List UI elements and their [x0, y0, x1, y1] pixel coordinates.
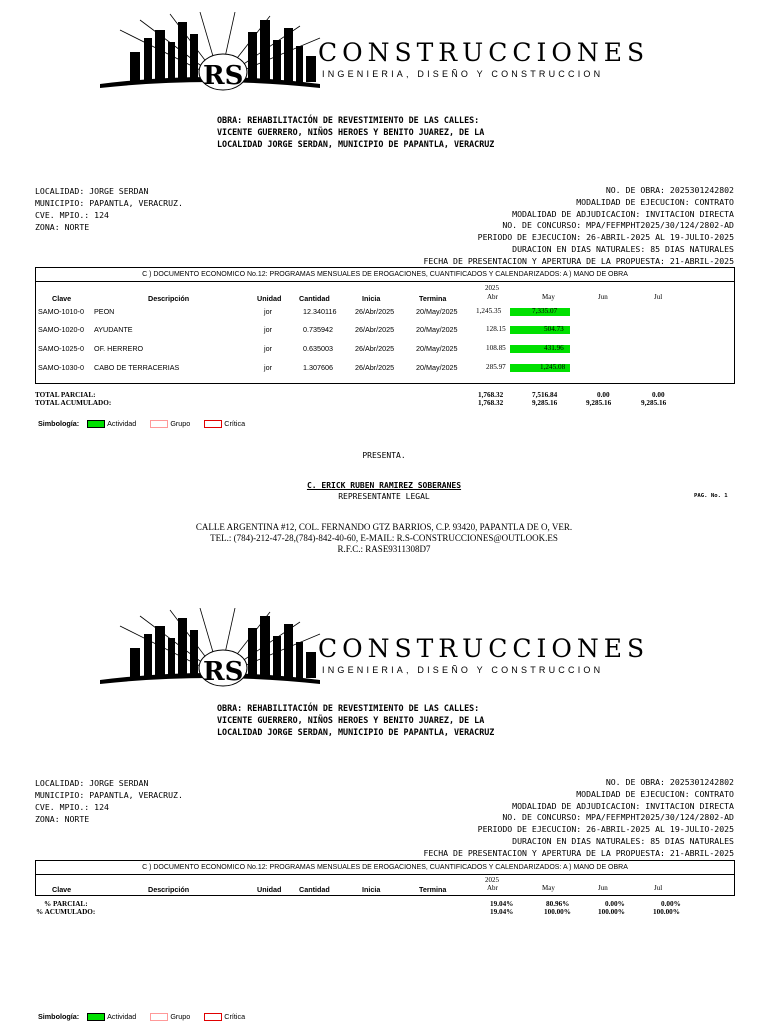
total-value: 1,768.32 — [478, 399, 504, 407]
pct-value: 100.00% — [598, 908, 625, 916]
info-line: DURACION EN DIAS NATURALES: 85 DIAS NATURALES — [512, 243, 734, 254]
col-cantidad: Cantidad — [299, 294, 330, 303]
cell-descripcion: CABO DE TERRACERIAS — [94, 363, 180, 372]
cell-unidad: jor — [264, 325, 272, 334]
legend-grupo: Grupo — [170, 419, 191, 428]
pct-value: 19.04% — [490, 900, 514, 908]
info-line: NO. DE CONCURSO: MPA/FEFMPHT2025/30/124/2802-AD — [502, 220, 734, 231]
total-label: TOTAL PARCIAL: — [35, 391, 96, 399]
legend — [38, 419, 245, 428]
cell-unidad: jor — [264, 344, 272, 353]
info-line: ZONA: NORTE — [35, 814, 90, 824]
obra-description — [217, 702, 547, 738]
col-unidad: Unidad — [257, 294, 282, 303]
cell-abr: 108.85 — [486, 344, 506, 352]
legend-label: Simbología: — [38, 1012, 80, 1021]
pct-label: % ACUMULADO: — [36, 908, 96, 916]
total-value: 0.00 — [652, 391, 665, 399]
month-header: Abr — [487, 884, 498, 892]
total-value: 9,285.16 — [532, 399, 558, 407]
address-line: TEL.: (784)-212-47-28,(784)-842-40-60, E-MAIL: R.S-CONSTRUCCIONES@OUTLOOK.ES — [210, 533, 558, 543]
col-clave: Clave — [52, 885, 72, 894]
pct-value: 100.00% — [653, 908, 680, 916]
pct-value: 80.96% — [546, 900, 570, 908]
cell-clave: SAMO-1020-0 — [38, 325, 84, 334]
cell-termina: 20/May/2025 — [416, 307, 458, 316]
info-line: PERIODO DE EJECUCION: 26-ABRIL-2025 AL 19-JULIO-2025 — [477, 824, 734, 835]
col-clave: Clave — [52, 294, 72, 303]
legend-label: Simbología: — [38, 419, 80, 428]
year-header: 2025 — [485, 284, 499, 292]
obra-line: LOCALIDAD JORGE SERDAN, MUNICIPIO DE PAPANTLA, VERACRUZ — [217, 727, 495, 737]
cell-inicia: 26/Abr/2025 — [355, 307, 395, 316]
info-line: MODALIDAD DE EJECUCION: CONTRATO — [576, 196, 734, 207]
address-block — [0, 522, 768, 555]
year-header: 2025 — [485, 876, 499, 884]
table-title: C ) DOCUMENTO ECONOMICO No.12: PROGRAMAS MENSUALES DE EROGACIONES, CUANTIFICADOS Y CALENDARIZADOS: A ) MANO DE OBRA — [36, 861, 734, 875]
info-line: MODALIDAD DE EJECUCION: CONTRATO — [576, 788, 734, 799]
month-header: Jul — [654, 293, 663, 301]
total-value: 9,285.16 — [641, 399, 667, 407]
cell-abr: 1,245.35 — [476, 307, 502, 315]
brand-tagline: INGENIERIA, DISEÑO Y CONSTRUCCION — [322, 665, 604, 675]
legend-actividad: Actividad — [107, 1012, 137, 1021]
info-line: PERIODO DE EJECUCION: 26-ABRIL-2025 AL 19-JULIO-2025 — [477, 232, 734, 243]
cell-may: 7,335.07 — [532, 307, 558, 315]
legend-critica: Crítica — [224, 1012, 246, 1021]
legend-critica: Crítica — [224, 419, 246, 428]
cell-inicia: 26/Abr/2025 — [355, 344, 395, 353]
total-value: 7,516.84 — [532, 391, 558, 399]
legend-swatch-actividad — [87, 1013, 105, 1021]
info-line: DURACION EN DIAS NATURALES: 85 DIAS NATURALES — [512, 835, 734, 846]
legend-grupo: Grupo — [170, 1012, 191, 1021]
cell-unidad: jor — [264, 363, 272, 372]
info-line: FECHA DE PRESENTACION Y APERTURA DE LA PROPUESTA: 21-ABRIL-2025 — [423, 847, 734, 858]
cell-descripcion: OF. HERRERO — [94, 344, 144, 353]
address-line: R.F.C.: RASE9311308D7 — [337, 544, 431, 554]
col-inicia: Inicia — [362, 294, 381, 303]
info-line: LOCALIDAD: JORGE SERDAN — [35, 186, 149, 196]
pct-value: 100.00% — [544, 908, 571, 916]
info-line: CVE. MPIO.: 124 — [35, 210, 109, 220]
cell-descripcion: PEON — [94, 307, 115, 316]
presenta-label: PRESENTA. — [362, 451, 406, 460]
info-line: ZONA: NORTE — [35, 222, 90, 232]
pct-value: 19.04% — [490, 908, 514, 916]
info-line: MODALIDAD DE ADJUDICACION: INVITACION DIRECTA — [512, 208, 734, 219]
col-descripcion: Descripción — [148, 294, 190, 303]
pct-label: % PARCIAL: — [44, 900, 88, 908]
address-line: CALLE ARGENTINA #12, COL. FERNANDO GTZ BARRIOS, C.P. 93420, PAPANTLA DE O, VER. — [195, 522, 573, 532]
total-value: 9,285.16 — [586, 399, 612, 407]
table-title: C ) DOCUMENTO ECONOMICO No.12: PROGRAMAS MENSUALES DE EROGACIONES, CUANTIFICADOS Y CALENDARIZADOS: A ) MANO DE OBRA — [36, 268, 734, 282]
legend-swatch-critica — [204, 420, 222, 428]
col-unidad: Unidad — [257, 885, 282, 894]
cell-may: 1,245.08 — [540, 363, 566, 371]
legend-swatch-critica — [204, 1013, 222, 1021]
contract-info — [423, 777, 734, 860]
col-termina: Termina — [419, 885, 447, 894]
location-info — [35, 777, 183, 825]
month-header: Jun — [598, 884, 608, 892]
signer-name: C. ERICK RUBEN RAMIREZ SOBERANES — [306, 481, 462, 490]
col-cantidad: Cantidad — [299, 885, 330, 894]
total-label: TOTAL ACUMULADO: — [35, 399, 112, 407]
legend-swatch-grupo — [150, 1013, 168, 1021]
month-header: May — [542, 293, 555, 301]
info-line: NO. DE OBRA: 2025301242802 — [605, 185, 734, 195]
page-number: PAG. No. 1 — [694, 493, 728, 499]
info-line: CVE. MPIO.: 124 — [35, 802, 109, 812]
cell-termina: 20/May/2025 — [416, 363, 458, 372]
schedule-table — [35, 860, 735, 896]
col-descripcion: Descripción — [148, 885, 190, 894]
cell-clave: SAMO-1030-0 — [38, 363, 84, 372]
signer-role: REPRESENTANTE LEGAL — [338, 492, 430, 501]
cell-descripcion: AYUDANTE — [94, 325, 133, 334]
col-termina: Termina — [419, 294, 447, 303]
brand-name: CONSTRUCCIONES — [318, 634, 650, 663]
col-inicia: Inicia — [362, 885, 381, 894]
brand-name: CONSTRUCCIONES — [318, 38, 650, 67]
obra-line: VICENTE GUERRERO, NIÑOS HEROES Y BENITO JUAREZ, DE LA — [217, 715, 485, 725]
info-line: MUNICIPIO: PAPANTLA, VERACRUZ. — [35, 790, 183, 800]
cell-clave: SAMO-1025-0 — [38, 344, 84, 353]
pct-value: 0.00% — [661, 900, 681, 908]
total-value: 0.00 — [597, 391, 610, 399]
logo-mark: RS — [203, 657, 244, 687]
cell-abr: 128.15 — [486, 325, 506, 333]
month-header: May — [542, 884, 555, 892]
info-line: MUNICIPIO: PAPANTLA, VERACRUZ. — [35, 198, 183, 208]
month-header: Jul — [654, 884, 663, 892]
cell-termina: 20/May/2025 — [416, 325, 458, 334]
obra-line: OBRA: REHABILITACIÓN DE REVESTIMIENTO DE LAS CALLES: — [217, 703, 480, 713]
cell-clave: SAMO-1010-0 — [38, 307, 84, 316]
obra-line: LOCALIDAD JORGE SERDAN, MUNICIPIO DE PAPANTLA, VERACRUZ — [217, 139, 495, 149]
legend-swatch-grupo — [150, 420, 168, 428]
info-line: MODALIDAD DE ADJUDICACION: INVITACION DIRECTA — [512, 800, 734, 811]
legend — [38, 1012, 245, 1021]
info-line: NO. DE CONCURSO: MPA/FEFMPHT2025/30/124/2802-AD — [502, 812, 734, 823]
legend-actividad: Actividad — [107, 419, 137, 428]
cell-cantidad: 1.307606 — [303, 363, 333, 372]
obra-description — [217, 114, 547, 150]
month-header: Jun — [598, 293, 608, 301]
info-line: LOCALIDAD: JORGE SERDAN — [35, 778, 149, 788]
contract-info — [423, 185, 734, 268]
logo-mark: RS — [203, 61, 244, 91]
pct-value: 0.00% — [605, 900, 625, 908]
obra-line: VICENTE GUERRERO, NIÑOS HEROES Y BENITO JUAREZ, DE LA — [217, 127, 485, 137]
cell-cantidad: 0.735942 — [303, 325, 333, 334]
total-value: 1,768.32 — [478, 391, 504, 399]
location-info — [35, 185, 183, 233]
obra-line: OBRA: REHABILITACIÓN DE REVESTIMIENTO DE LAS CALLES: — [217, 115, 480, 125]
page-2 — [0, 596, 768, 1024]
info-line: FECHA DE PRESENTACION Y APERTURA DE LA PROPUESTA: 21-ABRIL-2025 — [423, 255, 734, 266]
cell-cantidad: 12.340116 — [303, 307, 337, 316]
brand-tagline: INGENIERIA, DISEÑO Y CONSTRUCCION — [322, 69, 604, 79]
info-line: NO. DE OBRA: 2025301242802 — [605, 777, 734, 787]
cell-unidad: jor — [264, 307, 272, 316]
legend-swatch-actividad — [87, 420, 105, 428]
cell-abr: 285.97 — [486, 363, 506, 371]
cell-inicia: 26/Abr/2025 — [355, 325, 395, 334]
cell-termina: 20/May/2025 — [416, 344, 458, 353]
cell-inicia: 26/Abr/2025 — [355, 363, 395, 372]
cell-may: 504.73 — [544, 325, 564, 333]
cell-cantidad: 0.635003 — [303, 344, 333, 353]
cell-may: 431.96 — [544, 344, 564, 352]
month-header: Abr — [487, 293, 498, 301]
